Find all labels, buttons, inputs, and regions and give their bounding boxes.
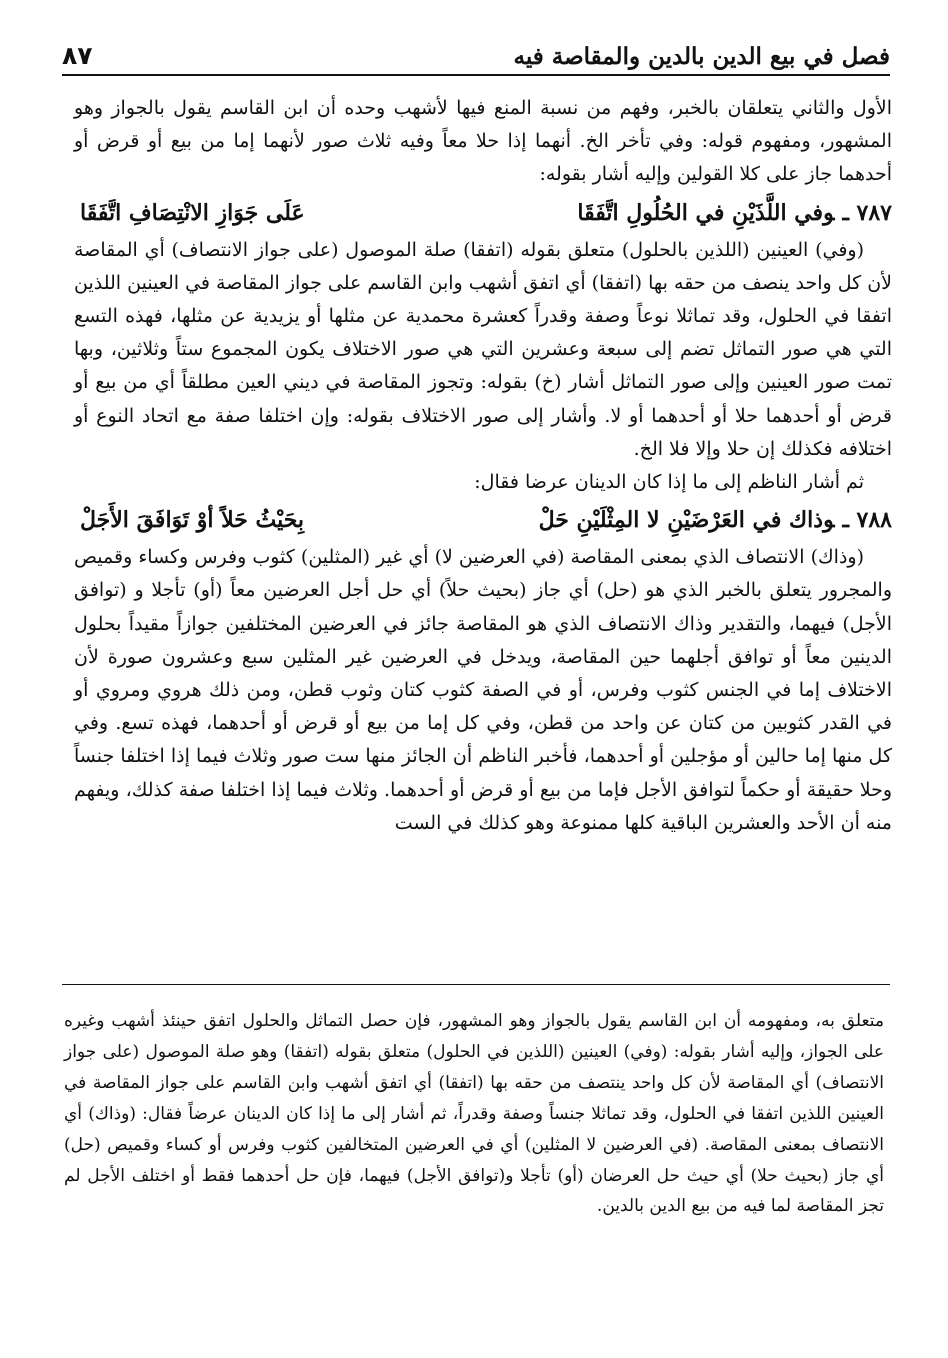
verse-hemistich-second: بِحَيْثُ حَلاً أوْ تَوَافَقَ الأَجَلْ (80, 507, 305, 534)
intro-paragraph: الأول والثاني يتعلقان بالخبر، وفهم من نسبة المنع فيها لأشهب وحده أن ابن القاسم يقول بالجواز وهو المشهور، ومفهوم قوله: وفي تأخر الخ. أنهما إذا حلا معاً وفيه ثلاث صور لأنهما إما من بيع أو قرض أو أحدهما جاز على كلا القولين وإليه أشار بقوله: (74, 97, 892, 186)
footnote-rule (62, 984, 890, 985)
page-number: ٨٧ (62, 41, 93, 70)
verse-hemistich-second: عَلَى جَوَازِ الانْتِصَافِ اتَّفَقَا (80, 199, 305, 226)
header-rule (62, 74, 890, 76)
transition-line: ثم أشار الناظم إلى ما إذا كان الدينان عرضا فقال: (474, 471, 864, 494)
verse-hemistich-first: وذاك في العَرْضَيْنِ لا المِثْلَيْنِ حَلْ (538, 507, 835, 534)
footnote-text: متعلق به، ومفهومه أن ابن القاسم يقول بالجواز وهو المشهور، فإن حصل التماثل والحلول اتفق حينئذ أشهب وغيره على الجواز، وإليه أشار بقوله: (وفي) العينين (اللذين في الحلول) متعلق بقوله (اتفقا) وهو صلة الموصول (على جواز الانتصاف) أي المقاصة لأن كل واحد ينتصف من حقه بها (اتفقا) أي اتفق أشهب وابن القاسم على جواز المقاصة في العينين اللذين اتفقا في الحلول، وقد تماثلا جنساً وصفة وقدراً، ثم أشار إلى ما إذا كان الدينان عرضاً فقال: (وذاك) أي الانتصاف بمعنى المقاصة. (في العرضين لا المثلين) أي في العرضين المتخالفين كثوب وفرس أو كساء وقميص (حل) أي جاز (بحيث حلا) أي حيث حل العرضان (أو) تأجلا و(توافق الأجل) فيهما، فإن حل أحدهما فقط أو اختلف الأجل لم تجز المقاصة لما فيه من بيع الدين بالدين. (64, 1011, 884, 1217)
page-header (62, 26, 890, 70)
verse-number: ٧٨٧ ـ (842, 199, 892, 226)
verse-hemistich-first: وفي اللَّذَيْنِ في الحُلُولِ اتَّفَقَا (577, 199, 835, 226)
verse-788 (74, 499, 892, 541)
verse-number: ٧٨٨ ـ (842, 507, 892, 534)
footnotes (64, 1006, 884, 1222)
running-title: فصل في بيع الدين بالدين والمقاصة فيه (513, 43, 890, 70)
verse-787 (74, 192, 892, 234)
commentary-paragraph: (وذاك) الانتصاف الذي بمعنى المقاصة (في العرضين لا) أي غير (المثلين) كثوب وفرس وكساء وقميص والمجرور يتعلق بالخبر الذي هو (حل) أي جاز (بحيث حلاً) أي حل أجل العرضين معاً (أو) تأجلا و (توافق الأجل) فيهما، والتقدير وذاك الانتصاف الذي هو المقاصة جائز في العرضين المختلفين جوازاً مقيداً بحلول الدينين معاً أو توافق أجلهما حين المقاصة، ويدخل في العرضين غير المثلين سبع وعشرون صورة لأن الاختلاف إما في الجنس كثوب وفرس، أو في الصفة كثوب كتان وثوب قطن، ومن ذلك هروي ومروي أو في القدر كثوبين من كتان عن واحد من قطن، وفي كل إما من بيع أو قرض أو أحدهما، فهذه تسع. وفي كل منها إما حالين أو مؤجلين أو أحدهما، فأخبر الناظم أن الجائز منها ست صور وثلاث فيما إذا اختلفا جنساً وحلا حقيقة أو حكماً لتوافق الأجل فإما من بيع أو قرض أو أحدهما. وثلاث فيما إذا اختلفا صفة كذلك، ويفهم منه أن الأحد والعشرين الباقية كلها ممنوعة وهو كذلك في الست (74, 546, 892, 834)
commentary-paragraph: (وفي) العينين (اللذين بالحلول) متعلق بقوله (اتفقا) صلة الموصول (على جواز الانتصاف) أي المقاصة لأن كل واحد ينصف من حقه بها (اتفقا) أي اتفق أشهب وابن القاسم على جواز المقاصة في العينين اللذين اتفقا في الحلول، وقد تماثلا نوعاً وصفة وقدراً كعشرة محمدية عن مثلها أو يزيدية عن مثلها، فهذه التسع التي هي صور التماثل تضم إلى سبعة وعشرين التي هي صور الاختلاف يكون المجموع ستاً وثلاثين، وبها تمت صور العينين وإلى صور التماثل أشار (خ) بقوله: وتجوز المقاصة في ديني العين مطلقاً أي من بيع أو قرض أو أحدهما حلا أو أحدهما أو لا. وأشار إلى صور الاختلاف بقوله: وإن اختلفا صفة مع اتحاد النوع أو اختلافه فكذلك إن حلا وإلا فلا الخ. (74, 238, 892, 460)
main-text (74, 92, 892, 840)
